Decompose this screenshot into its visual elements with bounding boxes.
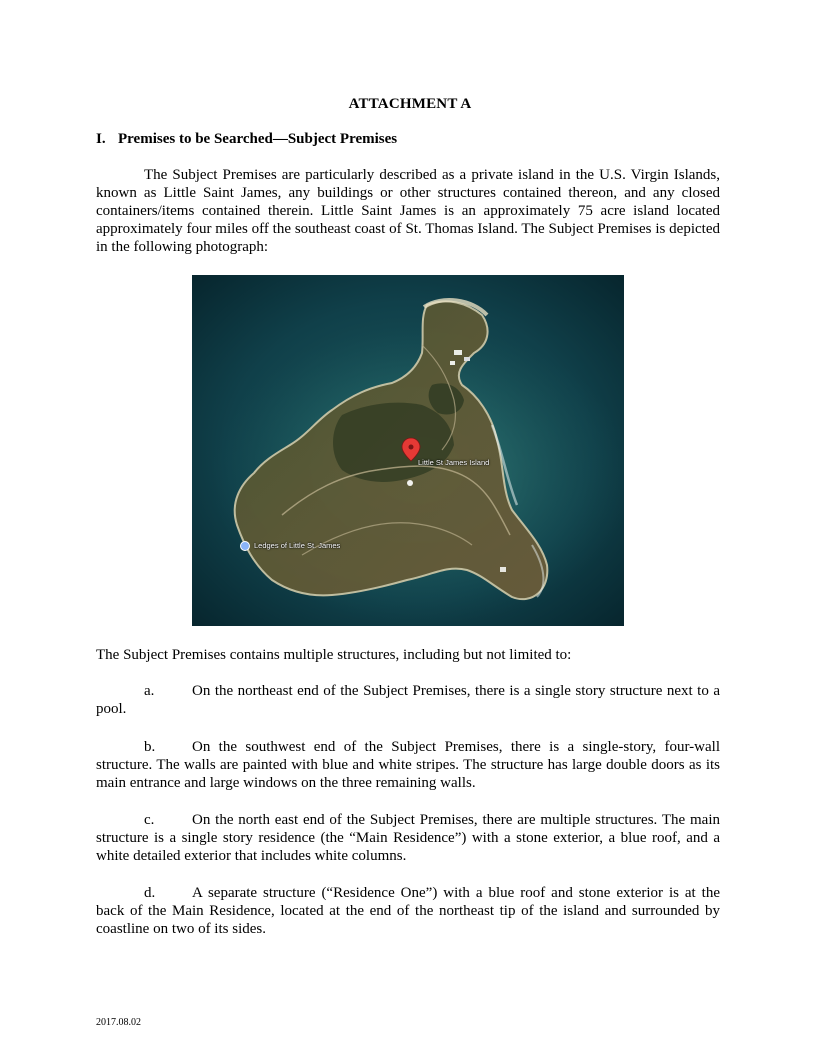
list-item-marker: a. xyxy=(144,683,155,699)
list-item-text: On the north east end of the Subject Premises, there are multiple structures. The main structure is a single story residence (the “Main Residence”) with a stone exterior, a blue roof, and a white detailed exterior that includes white columns. xyxy=(96,812,720,864)
list-item xyxy=(96,884,720,938)
list-item xyxy=(96,811,720,865)
list-item-marker: d. xyxy=(144,885,156,901)
list-item xyxy=(96,738,720,792)
list-item-text: On the southwest end of the Subject Premises, there is a single-story, four-wall structure. The walls are painted with blue and white stripes. The structure has large double doors as its main entrance and large windows on the three remaining walls. xyxy=(96,739,720,791)
document-title: ATTACHMENT A xyxy=(348,96,472,112)
list-item-marker: b. xyxy=(144,739,156,755)
map-label-island: Little St James Island xyxy=(418,458,490,467)
list-item-text: A separate structure (“Residence One”) with a blue roof and stone exterior is at the back of the Main Residence, located at the end of the northeast tip of the island and surrounded by coastline on two of its sides. xyxy=(96,885,720,937)
map-label-ledges: Ledges of Little St. James xyxy=(254,541,341,550)
aerial-photograph xyxy=(192,275,624,626)
list-item-text: On the northeast end of the Subject Premises, there is a single story structure next to a pool. xyxy=(96,683,720,717)
intro-paragraph: The Subject Premises are particularly described as a private island in the U.S. Virgin Islands, known as Little Saint James, any buildings or other structures contained thereon, and any closed containers/items contained therein. Little Saint James is an approximately 75 acre island located approximately four miles off the southeast coast of St. Thomas Island. The Subject Premises is depicted in the following photograph: xyxy=(96,167,720,255)
list-item xyxy=(96,682,720,718)
aerial-photo-image xyxy=(192,275,624,626)
section-heading xyxy=(96,131,397,148)
ledges-marker-icon xyxy=(241,542,250,551)
list-intro-paragraph: The Subject Premises contains multiple structures, including but not limited to: xyxy=(96,647,572,663)
list-item-marker: c. xyxy=(144,812,155,828)
section-number: I. xyxy=(96,131,106,147)
footer-date: 2017.08.02 xyxy=(96,1017,141,1028)
section-heading-text: Premises to be Searched—Subject Premises xyxy=(118,131,398,147)
